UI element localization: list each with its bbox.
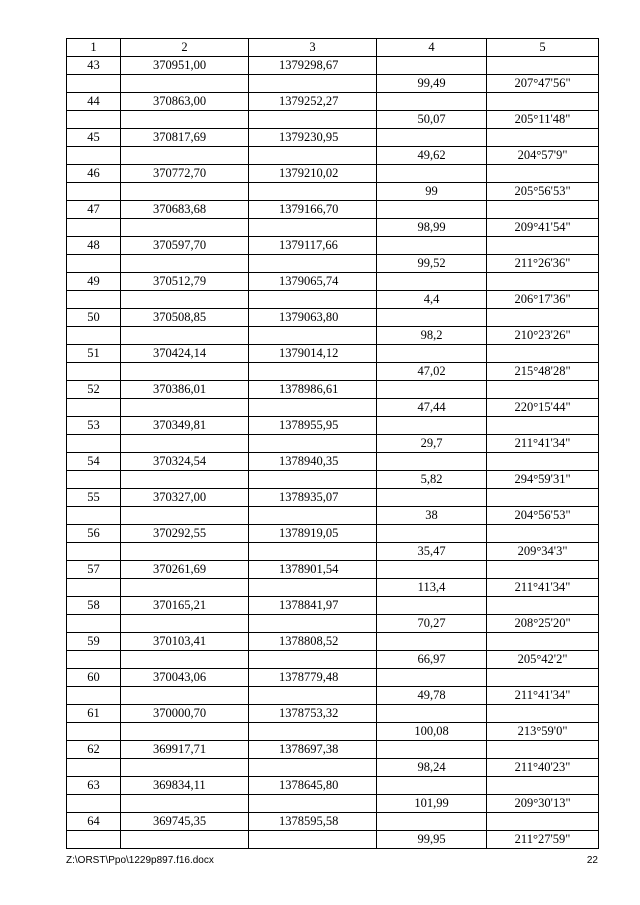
interval-row — [67, 291, 599, 309]
empty-cell — [121, 75, 249, 93]
coord-x: 370512,79 — [121, 273, 249, 291]
empty-cell — [249, 183, 377, 201]
point-number: 60 — [67, 669, 121, 687]
empty-cell — [377, 93, 487, 111]
empty-cell — [249, 291, 377, 309]
coord-y: 1379298,67 — [249, 57, 377, 75]
empty-cell — [487, 165, 599, 183]
point-row — [67, 129, 599, 147]
point-number: 49 — [67, 273, 121, 291]
direction-angle: 207°47'56" — [487, 75, 599, 93]
coord-y: 1379210,02 — [249, 165, 377, 183]
empty-cell — [249, 723, 377, 741]
point-number: 62 — [67, 741, 121, 759]
coord-y: 1378779,48 — [249, 669, 377, 687]
point-number: 58 — [67, 597, 121, 615]
coord-y: 1379117,66 — [249, 237, 377, 255]
empty-cell — [67, 219, 121, 237]
coord-y: 1378901,54 — [249, 561, 377, 579]
empty-cell — [377, 345, 487, 363]
direction-angle: 204°56'53" — [487, 507, 599, 525]
point-row — [67, 345, 599, 363]
empty-cell — [249, 327, 377, 345]
interval-row — [67, 111, 599, 129]
coord-y: 1378808,52 — [249, 633, 377, 651]
segment-length: 99,95 — [377, 831, 487, 849]
empty-cell — [249, 687, 377, 705]
point-row — [67, 633, 599, 651]
coord-y: 1379014,12 — [249, 345, 377, 363]
empty-cell — [121, 579, 249, 597]
direction-angle: 211°26'36" — [487, 255, 599, 273]
direction-angle: 211°41'34" — [487, 579, 599, 597]
interval-row — [67, 255, 599, 273]
segment-length: 5,82 — [377, 471, 487, 489]
point-row — [67, 777, 599, 795]
empty-cell — [249, 795, 377, 813]
empty-cell — [121, 759, 249, 777]
coord-x: 370324,54 — [121, 453, 249, 471]
direction-angle: 204°57'9" — [487, 147, 599, 165]
empty-cell — [377, 597, 487, 615]
empty-cell — [487, 453, 599, 471]
empty-cell — [249, 471, 377, 489]
point-row — [67, 237, 599, 255]
empty-cell — [67, 147, 121, 165]
point-row — [67, 453, 599, 471]
empty-cell — [121, 183, 249, 201]
footer-page-number: 22 — [586, 855, 598, 866]
interval-row — [67, 543, 599, 561]
point-row — [67, 165, 599, 183]
coord-x: 370103,41 — [121, 633, 249, 651]
direction-angle: 211°41'34" — [487, 435, 599, 453]
coord-x: 370327,00 — [121, 489, 249, 507]
point-row — [67, 525, 599, 543]
segment-length: 99,52 — [377, 255, 487, 273]
point-number: 51 — [67, 345, 121, 363]
empty-cell — [67, 327, 121, 345]
empty-cell — [377, 741, 487, 759]
empty-cell — [67, 399, 121, 417]
empty-cell — [487, 813, 599, 831]
empty-cell — [121, 399, 249, 417]
coord-x: 370597,70 — [121, 237, 249, 255]
coord-y: 1378645,80 — [249, 777, 377, 795]
segment-length: 70,27 — [377, 615, 487, 633]
point-row — [67, 705, 599, 723]
empty-cell — [377, 705, 487, 723]
segment-length: 113,4 — [377, 579, 487, 597]
coord-y: 1379166,70 — [249, 201, 377, 219]
empty-cell — [377, 777, 487, 795]
empty-cell — [249, 111, 377, 129]
segment-length: 66,97 — [377, 651, 487, 669]
interval-row — [67, 219, 599, 237]
empty-cell — [121, 723, 249, 741]
segment-length: 98,2 — [377, 327, 487, 345]
empty-cell — [121, 471, 249, 489]
header-col-4: 4 — [377, 39, 487, 57]
empty-cell — [249, 543, 377, 561]
empty-cell — [67, 471, 121, 489]
empty-cell — [121, 327, 249, 345]
coord-x: 370508,85 — [121, 309, 249, 327]
empty-cell — [377, 489, 487, 507]
empty-cell — [377, 561, 487, 579]
segment-length: 49,62 — [377, 147, 487, 165]
segment-length: 98,24 — [377, 759, 487, 777]
point-number: 63 — [67, 777, 121, 795]
coord-y: 1379065,74 — [249, 273, 377, 291]
empty-cell — [487, 273, 599, 291]
point-number: 59 — [67, 633, 121, 651]
point-row — [67, 201, 599, 219]
coordinates-table-body — [67, 39, 599, 849]
direction-angle: 209°34'3" — [487, 543, 599, 561]
empty-cell — [67, 543, 121, 561]
empty-cell — [487, 633, 599, 651]
empty-cell — [377, 165, 487, 183]
empty-cell — [67, 111, 121, 129]
coord-y: 1378753,32 — [249, 705, 377, 723]
coord-y: 1378940,35 — [249, 453, 377, 471]
interval-row — [67, 795, 599, 813]
empty-cell — [67, 759, 121, 777]
empty-cell — [67, 75, 121, 93]
empty-cell — [67, 435, 121, 453]
empty-cell — [487, 489, 599, 507]
direction-angle: 209°30'13" — [487, 795, 599, 813]
point-number: 53 — [67, 417, 121, 435]
empty-cell — [487, 705, 599, 723]
empty-cell — [377, 201, 487, 219]
empty-cell — [121, 219, 249, 237]
empty-cell — [487, 561, 599, 579]
point-row — [67, 93, 599, 111]
coord-x: 370424,14 — [121, 345, 249, 363]
empty-cell — [487, 669, 599, 687]
empty-cell — [249, 831, 377, 849]
direction-angle: 211°27'59" — [487, 831, 599, 849]
coord-x: 370386,01 — [121, 381, 249, 399]
segment-length: 47,44 — [377, 399, 487, 417]
coord-x: 369834,11 — [121, 777, 249, 795]
empty-cell — [377, 417, 487, 435]
coord-y: 1378697,38 — [249, 741, 377, 759]
coord-x: 370165,21 — [121, 597, 249, 615]
empty-cell — [67, 363, 121, 381]
coord-y: 1378919,05 — [249, 525, 377, 543]
empty-cell — [249, 219, 377, 237]
interval-row — [67, 399, 599, 417]
point-number: 61 — [67, 705, 121, 723]
empty-cell — [487, 57, 599, 75]
header-col-3: 3 — [249, 39, 377, 57]
empty-cell — [377, 525, 487, 543]
coord-x: 370261,69 — [121, 561, 249, 579]
point-row — [67, 813, 599, 831]
direction-angle: 209°41'54" — [487, 219, 599, 237]
empty-cell — [121, 363, 249, 381]
footer-file-path: Z:\ORST\Ppo\1229p897.f16.docx — [66, 855, 214, 866]
direction-angle: 205°56'53" — [487, 183, 599, 201]
point-number: 43 — [67, 57, 121, 75]
empty-cell — [377, 669, 487, 687]
empty-cell — [67, 183, 121, 201]
empty-cell — [487, 129, 599, 147]
interval-row — [67, 327, 599, 345]
segment-length: 38 — [377, 507, 487, 525]
point-row — [67, 489, 599, 507]
point-row — [67, 417, 599, 435]
empty-cell — [487, 93, 599, 111]
coord-x: 369917,71 — [121, 741, 249, 759]
point-number: 57 — [67, 561, 121, 579]
empty-cell — [487, 417, 599, 435]
empty-cell — [67, 507, 121, 525]
interval-row — [67, 471, 599, 489]
empty-cell — [67, 255, 121, 273]
empty-cell — [67, 291, 121, 309]
coord-y: 1378986,61 — [249, 381, 377, 399]
segment-length: 49,78 — [377, 687, 487, 705]
empty-cell — [487, 741, 599, 759]
point-row — [67, 273, 599, 291]
coord-y: 1379063,80 — [249, 309, 377, 327]
header-col-1: 1 — [67, 39, 121, 57]
segment-length: 100,08 — [377, 723, 487, 741]
empty-cell — [121, 255, 249, 273]
empty-cell — [249, 579, 377, 597]
coord-y: 1378841,97 — [249, 597, 377, 615]
empty-cell — [121, 831, 249, 849]
coord-x: 370951,00 — [121, 57, 249, 75]
interval-row — [67, 579, 599, 597]
empty-cell — [377, 273, 487, 291]
empty-cell — [377, 57, 487, 75]
interval-row — [67, 831, 599, 849]
direction-angle: 213°59'0" — [487, 723, 599, 741]
empty-cell — [121, 615, 249, 633]
point-number: 54 — [67, 453, 121, 471]
direction-angle: 211°40'23" — [487, 759, 599, 777]
empty-cell — [377, 813, 487, 831]
empty-cell — [487, 237, 599, 255]
interval-row — [67, 507, 599, 525]
empty-cell — [67, 579, 121, 597]
coord-y: 1378935,07 — [249, 489, 377, 507]
point-number: 50 — [67, 309, 121, 327]
segment-length: 101,99 — [377, 795, 487, 813]
point-row — [67, 309, 599, 327]
point-row — [67, 741, 599, 759]
segment-length: 98,99 — [377, 219, 487, 237]
coord-y: 1378595,58 — [249, 813, 377, 831]
point-number: 46 — [67, 165, 121, 183]
coord-y: 1378955,95 — [249, 417, 377, 435]
empty-cell — [377, 381, 487, 399]
empty-cell — [121, 147, 249, 165]
empty-cell — [67, 723, 121, 741]
empty-cell — [487, 777, 599, 795]
empty-cell — [377, 129, 487, 147]
empty-cell — [121, 543, 249, 561]
interval-row — [67, 363, 599, 381]
empty-cell — [249, 255, 377, 273]
coord-x: 370000,70 — [121, 705, 249, 723]
segment-length: 4,4 — [377, 291, 487, 309]
empty-cell — [121, 687, 249, 705]
empty-cell — [487, 345, 599, 363]
empty-cell — [249, 435, 377, 453]
empty-cell — [121, 795, 249, 813]
direction-angle: 208°25'20" — [487, 615, 599, 633]
empty-cell — [121, 291, 249, 309]
empty-cell — [121, 507, 249, 525]
point-number: 47 — [67, 201, 121, 219]
segment-length: 29,7 — [377, 435, 487, 453]
empty-cell — [487, 381, 599, 399]
point-row — [67, 57, 599, 75]
empty-cell — [249, 399, 377, 417]
coord-x: 370683,68 — [121, 201, 249, 219]
empty-cell — [487, 201, 599, 219]
point-row — [67, 669, 599, 687]
direction-angle: 211°41'34" — [487, 687, 599, 705]
empty-cell — [249, 615, 377, 633]
direction-angle: 206°17'36" — [487, 291, 599, 309]
empty-cell — [121, 111, 249, 129]
empty-cell — [377, 633, 487, 651]
empty-cell — [249, 651, 377, 669]
direction-angle: 220°15'44" — [487, 399, 599, 417]
point-number: 52 — [67, 381, 121, 399]
direction-angle: 215°48'28" — [487, 363, 599, 381]
interval-row — [67, 723, 599, 741]
empty-cell — [487, 309, 599, 327]
interval-row — [67, 759, 599, 777]
direction-angle: 205°11'48" — [487, 111, 599, 129]
interval-row — [67, 183, 599, 201]
coordinates-table — [66, 38, 599, 849]
coord-x: 370817,69 — [121, 129, 249, 147]
empty-cell — [487, 525, 599, 543]
empty-cell — [249, 759, 377, 777]
point-row — [67, 561, 599, 579]
coord-y: 1379230,95 — [249, 129, 377, 147]
direction-angle: 210°23'26" — [487, 327, 599, 345]
segment-length: 50,07 — [377, 111, 487, 129]
point-number: 64 — [67, 813, 121, 831]
empty-cell — [377, 453, 487, 471]
point-row — [67, 597, 599, 615]
empty-cell — [249, 147, 377, 165]
interval-row — [67, 687, 599, 705]
empty-cell — [67, 831, 121, 849]
coord-y: 1379252,27 — [249, 93, 377, 111]
point-number: 56 — [67, 525, 121, 543]
coord-x: 370292,55 — [121, 525, 249, 543]
empty-cell — [67, 687, 121, 705]
coord-x: 370043,06 — [121, 669, 249, 687]
empty-cell — [249, 507, 377, 525]
empty-cell — [121, 435, 249, 453]
coord-x: 370349,81 — [121, 417, 249, 435]
empty-cell — [377, 237, 487, 255]
segment-length: 99,49 — [377, 75, 487, 93]
direction-angle: 294°59'31" — [487, 471, 599, 489]
header-col-2: 2 — [121, 39, 249, 57]
interval-row — [67, 651, 599, 669]
empty-cell — [249, 363, 377, 381]
interval-row — [67, 75, 599, 93]
segment-length: 35,47 — [377, 543, 487, 561]
header-row — [67, 39, 599, 57]
empty-cell — [67, 795, 121, 813]
direction-angle: 205°42'2" — [487, 651, 599, 669]
coord-x: 369745,35 — [121, 813, 249, 831]
empty-cell — [487, 597, 599, 615]
empty-cell — [377, 309, 487, 327]
interval-row — [67, 435, 599, 453]
point-number: 55 — [67, 489, 121, 507]
interval-row — [67, 147, 599, 165]
point-number: 45 — [67, 129, 121, 147]
segment-length: 99 — [377, 183, 487, 201]
empty-cell — [67, 615, 121, 633]
empty-cell — [121, 651, 249, 669]
coord-x: 370772,70 — [121, 165, 249, 183]
empty-cell — [249, 75, 377, 93]
interval-row — [67, 615, 599, 633]
point-row — [67, 381, 599, 399]
coord-x: 370863,00 — [121, 93, 249, 111]
empty-cell — [67, 651, 121, 669]
point-number: 44 — [67, 93, 121, 111]
segment-length: 47,02 — [377, 363, 487, 381]
header-col-5: 5 — [487, 39, 599, 57]
point-number: 48 — [67, 237, 121, 255]
